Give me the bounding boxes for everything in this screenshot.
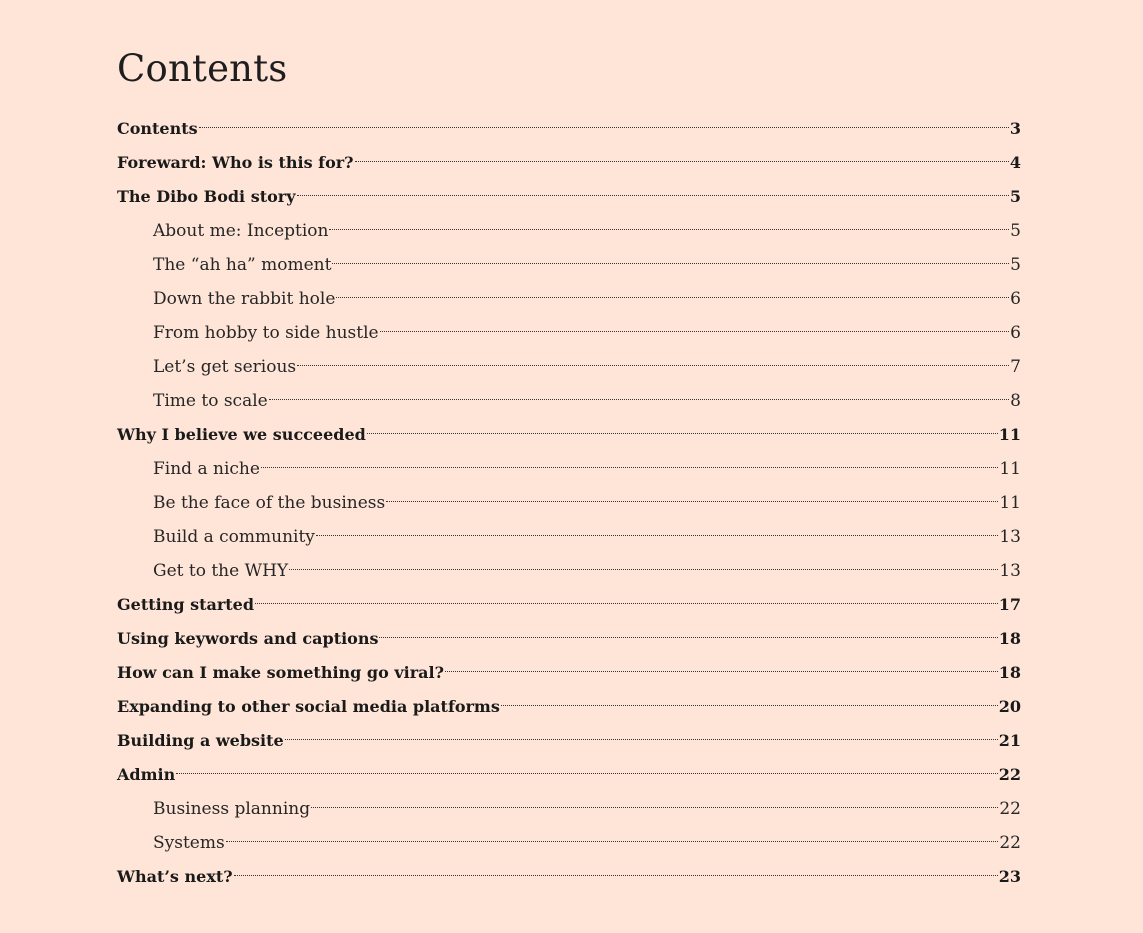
toc-page-number: 11 xyxy=(999,459,1021,479)
toc-entry-label: The Dibo Bodi story xyxy=(117,187,296,206)
toc-page-number: 6 xyxy=(1010,289,1021,309)
toc-entry[interactable] xyxy=(117,758,1021,792)
toc-page-number: 5 xyxy=(1009,187,1021,206)
toc-page-number: 7 xyxy=(1010,357,1021,377)
toc-entry-label: Build a community xyxy=(153,527,315,547)
toc-entry-label: How can I make something go viral? xyxy=(117,663,444,682)
toc-leader-dots xyxy=(269,399,1009,400)
toc-entry-label: Down the rabbit hole xyxy=(153,289,336,309)
toc-page-number: 4 xyxy=(1009,153,1021,172)
toc-entry[interactable] xyxy=(117,418,1021,452)
toc-page-number: 20 xyxy=(998,697,1021,716)
toc-entry-label: Getting started xyxy=(117,595,255,614)
toc-entry-label: About me: Inception xyxy=(153,221,329,241)
toc-page-number: 22 xyxy=(998,765,1021,784)
toc-entry[interactable] xyxy=(117,826,1021,860)
toc-page-number: 8 xyxy=(1010,391,1021,411)
toc-page-number: 5 xyxy=(1010,221,1021,241)
toc-entry-label: Business planning xyxy=(153,799,311,819)
toc-page-number: 18 xyxy=(998,629,1021,648)
toc-page-number: 5 xyxy=(1010,255,1021,275)
toc-page-number: 3 xyxy=(1009,119,1021,138)
toc-leader-dots xyxy=(255,603,998,604)
toc-leader-dots xyxy=(380,331,1010,332)
toc-entry-label: From hobby to side hustle xyxy=(153,323,379,343)
toc-leader-dots xyxy=(285,739,998,740)
toc-entry[interactable] xyxy=(117,656,1021,690)
toc-leader-dots xyxy=(289,569,998,570)
toc-entry-label: Be the face of the business xyxy=(153,493,386,513)
toc-entry-label: What’s next? xyxy=(117,867,233,886)
toc-leader-dots xyxy=(261,467,998,468)
toc-leader-dots xyxy=(329,229,1009,230)
toc-page-number: 13 xyxy=(999,561,1021,581)
toc-entry[interactable] xyxy=(117,452,1021,486)
toc-leader-dots xyxy=(297,365,1009,366)
toc-leader-dots xyxy=(332,263,1009,264)
toc-leader-dots xyxy=(355,161,1009,162)
table-of-contents xyxy=(117,112,1021,894)
page-title: Contents xyxy=(117,47,288,90)
toc-entry[interactable] xyxy=(117,316,1021,350)
toc-entry[interactable] xyxy=(117,112,1021,146)
toc-entry-label: Find a niche xyxy=(153,459,260,479)
toc-leader-dots xyxy=(336,297,1009,298)
toc-entry-label: Systems xyxy=(153,833,225,853)
toc-entry[interactable] xyxy=(117,384,1021,418)
toc-entry[interactable] xyxy=(117,860,1021,894)
toc-entry[interactable] xyxy=(117,520,1021,554)
toc-page-number: 22 xyxy=(999,833,1021,853)
toc-leader-dots xyxy=(367,433,998,434)
toc-entry-label: Admin xyxy=(117,765,176,784)
toc-entry[interactable] xyxy=(117,588,1021,622)
toc-page-number: 11 xyxy=(999,493,1021,513)
toc-entry[interactable] xyxy=(117,690,1021,724)
toc-entry-label: Foreward: Who is this for? xyxy=(117,153,354,172)
toc-page-number: 6 xyxy=(1010,323,1021,343)
toc-entry-label: Let’s get serious xyxy=(153,357,297,377)
toc-page-number: 23 xyxy=(998,867,1021,886)
toc-entry[interactable] xyxy=(117,282,1021,316)
toc-entry[interactable] xyxy=(117,792,1021,826)
toc-leader-dots xyxy=(297,195,1009,196)
toc-leader-dots xyxy=(445,671,998,672)
toc-entry[interactable] xyxy=(117,724,1021,758)
toc-page-number: 13 xyxy=(999,527,1021,547)
toc-leader-dots xyxy=(316,535,998,536)
toc-entry[interactable] xyxy=(117,248,1021,282)
toc-entry-label: The “ah ha” moment xyxy=(153,255,332,275)
toc-page-number: 11 xyxy=(998,425,1021,444)
toc-entry-label: Time to scale xyxy=(153,391,268,411)
toc-entry[interactable] xyxy=(117,214,1021,248)
toc-leader-dots xyxy=(386,501,998,502)
toc-leader-dots xyxy=(379,637,997,638)
toc-leader-dots xyxy=(234,875,998,876)
toc-leader-dots xyxy=(501,705,998,706)
toc-entry[interactable] xyxy=(117,180,1021,214)
toc-entry[interactable] xyxy=(117,622,1021,656)
toc-leader-dots xyxy=(311,807,998,808)
toc-entry-label: Expanding to other social media platforms xyxy=(117,697,500,716)
toc-entry-label: Contents xyxy=(117,119,198,138)
toc-page-number: 17 xyxy=(998,595,1021,614)
toc-page-number: 18 xyxy=(998,663,1021,682)
toc-entry[interactable] xyxy=(117,554,1021,588)
toc-leader-dots xyxy=(199,127,1009,128)
toc-page-number: 22 xyxy=(999,799,1021,819)
toc-page-number: 21 xyxy=(998,731,1021,750)
toc-entry[interactable] xyxy=(117,350,1021,384)
toc-entry-label: Building a website xyxy=(117,731,284,750)
toc-entry-label: Get to the WHY xyxy=(153,561,289,581)
toc-entry-label: Using keywords and captions xyxy=(117,629,379,648)
toc-leader-dots xyxy=(226,841,999,842)
toc-entry[interactable] xyxy=(117,146,1021,180)
toc-entry[interactable] xyxy=(117,486,1021,520)
toc-leader-dots xyxy=(176,773,997,774)
toc-entry-label: Why I believe we succeeded xyxy=(117,425,366,444)
